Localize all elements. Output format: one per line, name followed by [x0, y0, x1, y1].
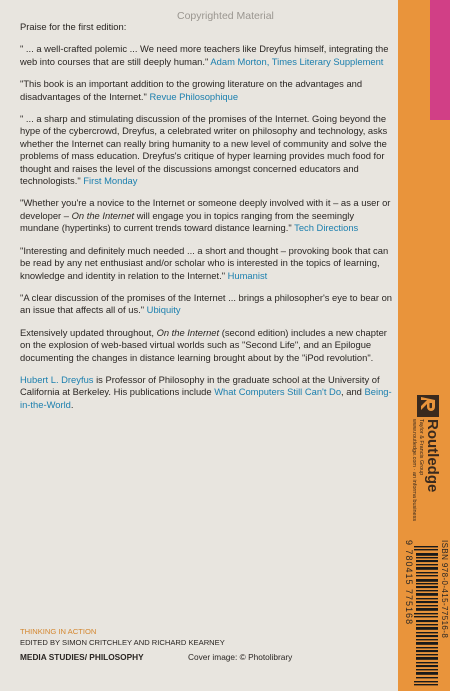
- author-bio: Hubert L. Dreyfus is Professor of Philosophy in the graduate school at the University of California at Berkeley. His publications include What Computers Still Can't Do, and Being-in-the-World.: [20, 373, 392, 410]
- quote-6: "A clear discussion of the promises of the Internet ... brings a philosopher's eye to bear on an issue that affects all of us." Ubiquity: [20, 291, 392, 316]
- quote-3: " ... a sharp and stimulating discussion of the promises of the Internet. Going beyond the hype of the cybercrowd, Dreyfus, a celebrated writer on philosophy and technology, asks whether the Internet can really bring humanity to a new level of community and solve the problems of mass education. Dreyfus's critique of hyper learning provides much food for thought and raises the level of the discussions amongst concerned educators and technologists." First Monday: [20, 113, 388, 187]
- cover-credit: Cover image: © Photolibrary: [188, 652, 293, 662]
- back-cover-text: [20, 8, 392, 411]
- quote-4: "Whether you're a novice to the Internet or someone deeply involved with it – as a user or developer – On the Internet will engage you in topics ranging from the seemingly mundane (hypertinks) to current trends toward distance learning." Tech Directions: [20, 197, 391, 234]
- quote-source: Humanist: [227, 269, 268, 281]
- praise-heading: Praise for the first edition:: [20, 21, 127, 32]
- quote-source: Ubiquity: [146, 304, 181, 316]
- isbn-barcode-block: [401, 540, 449, 690]
- isbn-number: 9 780415 775168: [404, 540, 414, 626]
- isbn-label: ISBN 978-0-415-77516-8: [440, 540, 449, 639]
- subject-category: MEDIA STUDIES/ PHILOSOPHY: [20, 652, 144, 662]
- routledge-logo-icon: [417, 395, 439, 417]
- book-title: Being-in-the-World: [20, 386, 392, 410]
- series-name: THINKING IN ACTION: [20, 627, 97, 636]
- quote-source: Adam Morton, Times Literary Supplement: [210, 55, 384, 67]
- quote-source: Revue Philosophique: [149, 90, 239, 102]
- watermark: Copyrighted Material: [177, 10, 274, 22]
- publisher-url: www.routledge.com · an informa business: [411, 419, 417, 522]
- series-editors: EDITED BY SIMON CRITCHLEY AND RICHARD KEARNEY: [20, 638, 225, 647]
- quote-5: "Interesting and definitely much needed ... a short and thought – provoking book that can be read by any net enthusiast and/or scholar who is interested in the topics of learning, knowledge and identity in relation to the Internet." Humanist: [20, 244, 389, 281]
- publisher-name: Routledge: [424, 419, 441, 493]
- quote-source: Tech Directions: [294, 222, 359, 234]
- quote-2: "This book is an important addition to the growing literature on the advantages and disadvantages of the Internet." Revue Philosophique: [20, 78, 363, 102]
- quote-1: " ... a well-crafted polemic ... We need more teachers like Dreyfus himself, integrating the web into courses that are still deeply human." Adam Morton, Times Literary Supplement: [20, 43, 389, 67]
- book-title: What Computers Still Can't Do: [214, 386, 342, 398]
- publisher-group: Taylor & Francis Group: [418, 419, 424, 476]
- pink-accent-strip: [430, 0, 450, 120]
- series-info: [20, 626, 225, 648]
- author-name: Hubert L. Dreyfus: [20, 373, 94, 385]
- edition-description: Extensively updated throughout, On the Internet (second edition) includes a new chapter on the explosion of web-based virtual worlds such as "Second Life", and an Epilogue documenting the changes in distance learning brought about by the "iPod revolution".: [20, 326, 387, 363]
- barcode-icon: [414, 546, 438, 686]
- quote-source: First Monday: [83, 175, 138, 187]
